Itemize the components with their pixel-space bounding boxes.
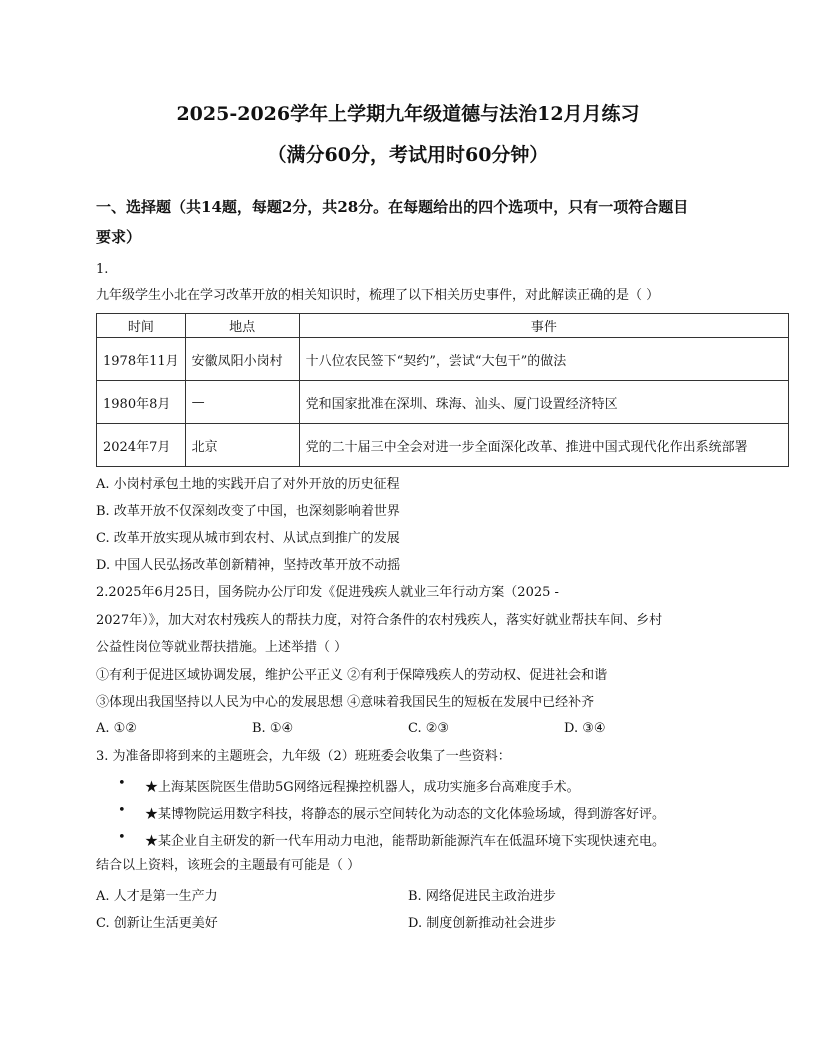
exam-title: 2025-2026学年上学期九年级道德与法治12月月练习 [176,103,640,125]
q2-stem-line-2: 2027年）》，加大对农村残疾人的帮扶力度，对符合条件的农村残疾人，落实好就业帮扶车间、乡村 [96,613,663,628]
q1-option-b: B. 改革开放不仅深刻改变了中国，也深刻影响着世界 [96,504,400,519]
q2-statements-line-1: ①有利于促进区域协调发展，维护公平正义 ②有利于保障残疾人的劳动权、促进社会和谐 [96,668,608,683]
table-cell-event: 党的二十届三中全会对进一步全面深化改革、推进中国式现代化作出系统部署 [299,424,788,467]
q3-bullet-2: ★某博物院运用数字科技，将静态的展示空间转化为动态的文化体验场域，得到游客好评。 [145,807,666,822]
table-cell-event: 党和国家批准在深圳、珠海、汕头、厦门设置经济特区 [299,381,788,424]
section-heading-line-1: 一、选择题（共14题，每题2分，共28分。在每题给出的四个选项中，只有一项符合题目 [96,198,689,216]
table-header-time: 时间 [97,314,186,338]
q2-option-b: B. ①④ [252,721,294,736]
q2-option-c: C. ②③ [408,721,450,736]
bullet-icon: • [118,830,126,845]
table-cell-time: 2024年7月 [97,424,186,467]
section-heading [96,192,736,252]
q2-stem-line-3: 公益性岗位等就业帮扶措施。上述举措（ ） [96,640,348,655]
q3-option-a: A. 人才是第一生产力 [96,889,218,904]
table-header-event: 事件 [299,314,788,338]
q1-number: 1. [96,262,109,277]
q1-option-c: C. 改革开放实现从城市到农村、从试点到推广的发展 [96,531,400,546]
q3-option-b: B. 网络促进民主政治进步 [408,889,556,904]
q1-option-d: D. 中国人民弘扬改革创新精神，坚持改革开放不动摇 [96,558,401,573]
q3-option-d: D. 制度创新推动社会进步 [408,916,557,931]
table-cell-time: 1980年8月 [97,381,186,424]
q3-bullet-3: ★某企业自主研发的新一代车用动力电池，能帮助新能源汽车在低温环境下实现快速充电。 [145,834,666,849]
q1-option-a: A. 小岗村承包土地的实践开启了对外开放的历史征程 [96,477,400,492]
table-row [97,338,789,381]
q3-option-c: C. 创新让生活更美好 [96,916,218,931]
q2-option-a: A. ①② [96,721,137,736]
table-row [97,424,789,467]
bullet-icon: • [118,776,126,791]
exam-subtitle: （满分60分，考试用时60分钟） [267,144,549,166]
q2-stem-line-1: 2.2025年6月25日，国务院办公厅印发《促进残疾人就业三年行动方案（2025 - [96,585,559,600]
table-row [97,381,789,424]
q3-question: 结合以上资料，该班会的主题最有可能是（ ） [96,858,361,873]
table-cell-event: 十八位农民签下“契约”，尝试“大包干”的做法 [299,338,788,381]
table-cell-place: 安徽凤阳小岗村 [185,338,299,381]
table-cell-time: 1978年11月 [97,338,186,381]
table-header-row [97,314,789,338]
table-header-place: 地点 [185,314,299,338]
table-cell-place: — [185,381,299,424]
q2-option-d: D. ③④ [564,721,606,736]
q2-statements-line-2: ③体现出我国坚持以人民为中心的发展思想 ④意味着我国民生的短板在发展中已经补齐 [96,695,595,710]
q1-stem: 九年级学生小北在学习改革开放的相关知识时，梳理了以下相关历史事件，对此解读正确的是（ ） [96,288,660,303]
q3-stem: 3. 为准备即将到来的主题班会，九年级（2）班班委会收集了一些资料： [96,749,511,764]
q3-bullet-1: ★上海某医院医生借助5G网络远程操控机器人，成功实施多台高难度手术。 [145,780,580,795]
bullet-icon: • [118,803,126,818]
history-events-table [96,313,789,467]
section-heading-line-2: 要求） [96,228,142,246]
table-cell-place: 北京 [185,424,299,467]
